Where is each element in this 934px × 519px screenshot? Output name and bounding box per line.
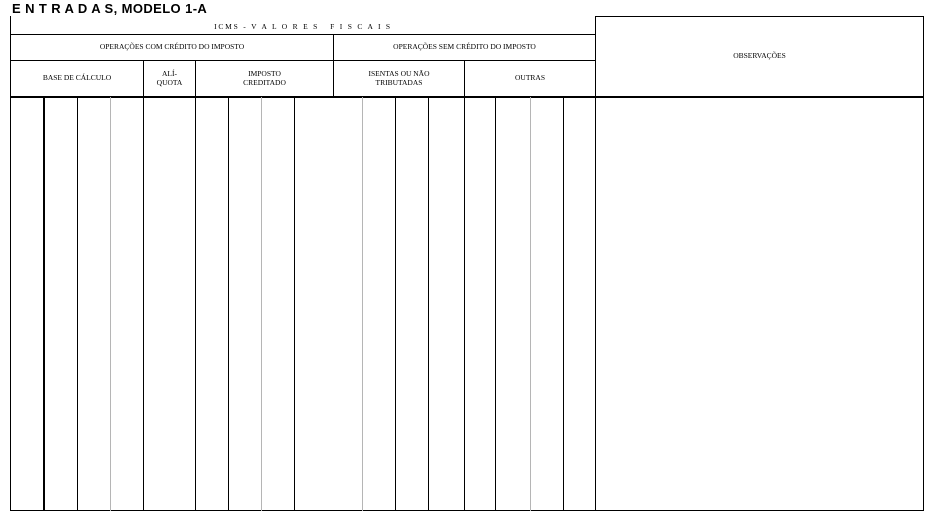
cents-rule (362, 97, 363, 511)
col-rule (428, 97, 429, 511)
header-bottom-rule (10, 96, 924, 98)
col-rule (195, 97, 196, 511)
cents-rule (110, 97, 111, 511)
col-rule (228, 97, 229, 511)
col-rule (464, 97, 465, 511)
isentas-header: ISENTAS OU NÃO TRIBUTADAS (368, 68, 430, 87)
col-rule (395, 97, 396, 511)
bottom-rule (10, 510, 924, 511)
col-rule (77, 97, 78, 511)
base-calculo-header: BASE DE CÁLCULO (42, 73, 112, 83)
col-rule (563, 97, 564, 511)
cents-rule (530, 97, 531, 511)
observations-header: OBSERVAÇÕES (733, 51, 786, 61)
imposto-creditado-header: IMPOSTO CREDITADO (243, 68, 286, 87)
col-rule (294, 97, 295, 511)
outras-header: OUTRAS (514, 73, 545, 83)
aliquota-header: ALÍ- QUOTA (156, 68, 183, 87)
form-title: E N T R A D A S, MODELO 1-A (12, 1, 208, 16)
col-rule (143, 97, 144, 511)
cents-rule (261, 97, 262, 511)
without-credit-header: OPERAÇÕES SEM CRÉDITO DO IMPOSTO (393, 42, 536, 52)
col-rule (495, 97, 496, 511)
col-rule (43, 97, 45, 511)
right-border (923, 16, 924, 511)
with-credit-header: OPERAÇÕES COM CRÉDITO DO IMPOSTO (99, 42, 245, 52)
icms-group-header: ICMS - V A L O R E S F I S C A I S (214, 21, 392, 31)
